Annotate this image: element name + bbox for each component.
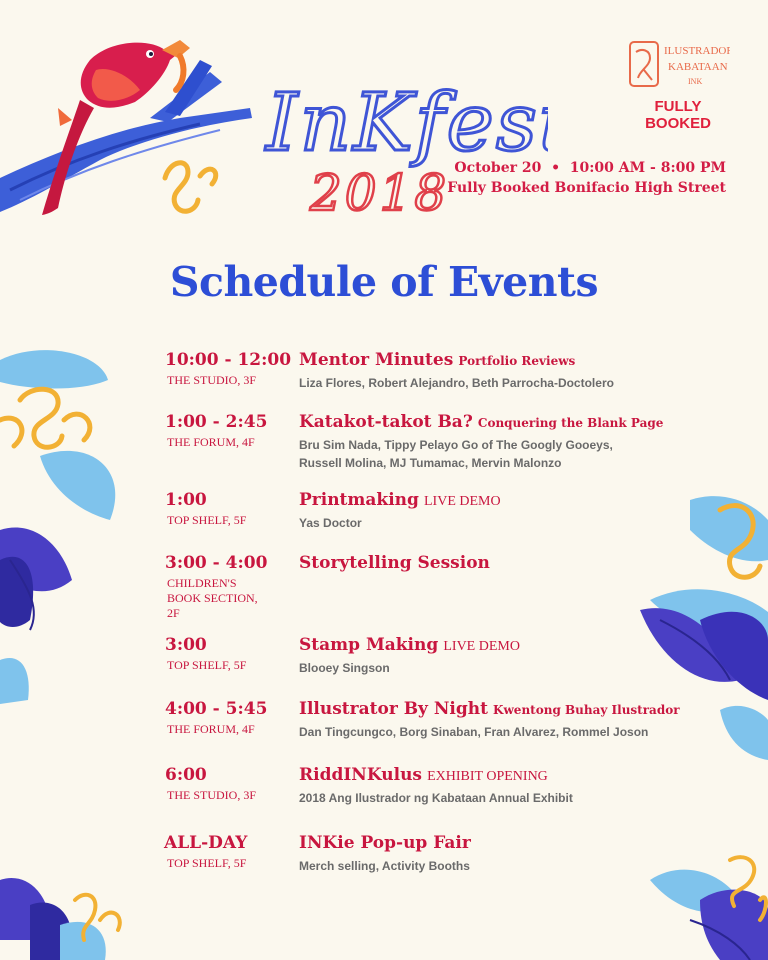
event-venue: Fully Booked Bonifacio High Street xyxy=(447,180,726,196)
event-time: 3:00 - 4:00 xyxy=(165,553,268,573)
event-title: Printmaking xyxy=(299,490,419,510)
event-title: Stamp Making xyxy=(299,635,439,655)
event-people: Merch selling, Activity Booths xyxy=(299,859,470,873)
event-title-line xyxy=(299,765,719,785)
page-title: Schedule of Events xyxy=(169,258,599,306)
event-subtitle: Conquering the Blank Page xyxy=(477,416,664,430)
event-subtitle: LIVE DEMO xyxy=(443,639,520,654)
event-title: INKie Pop-up Fair xyxy=(299,833,471,853)
event-subtitle: Kwentong Buhay Ilustrador xyxy=(493,703,680,717)
event-location: TOP SHELF, 5F xyxy=(167,856,247,870)
event-subtitle: LIVE DEMO xyxy=(424,494,501,509)
event-people: 2018 Ang Ilustrador ng Kabataan Annual Exhibit xyxy=(299,791,573,805)
event-time: 1:00 - 2:45 xyxy=(165,412,268,432)
fest-name: InKfest xyxy=(266,76,548,169)
event-title-line xyxy=(299,699,719,719)
event-title: Katakot-takot Ba? xyxy=(299,412,473,432)
event-subtitle: Portfolio Reviews xyxy=(458,354,576,368)
event-time: ALL-DAY xyxy=(164,833,248,853)
event-people: Bru Sim Nada, Tippy Pelayo Go of The Googly Gooeys, Russell Molina, MJ Tumamac, Mervin Malonzo xyxy=(299,438,613,470)
event-people: Dan Tingcungco, Borg Sinaban, Fran Alvarez, Rommel Joson xyxy=(299,725,649,739)
event-location: THE FORUM, 4F xyxy=(167,722,255,736)
event-people: Yas Doctor xyxy=(299,516,362,530)
event-time: 6:00 xyxy=(165,765,207,785)
event-location: TOP SHELF, 5F xyxy=(167,658,247,672)
event-title-line xyxy=(299,350,719,370)
event-title: Illustrator By Night xyxy=(299,699,488,719)
event-location: TOP SHELF, 5F xyxy=(167,513,247,527)
event-time: 3:00 xyxy=(165,635,207,655)
event-time: 1:00 xyxy=(165,490,207,510)
event-title: Mentor Minutes xyxy=(299,350,454,370)
fest-year: 2018 xyxy=(310,164,450,220)
event-time: 10:00 - 12:00 xyxy=(165,350,292,370)
logo-line-1: ILUSTRADOR xyxy=(664,45,730,57)
event-title-line xyxy=(299,553,719,573)
event-title-line xyxy=(299,833,719,853)
event-people: Liza Flores, Robert Alejandro, Beth Parrocha-Doctolero xyxy=(299,376,614,390)
logo-line-3: INK xyxy=(688,77,703,86)
event-date-time: October 20 • 10:00 AM - 8:00 PM xyxy=(454,160,726,176)
event-title-line xyxy=(299,490,719,510)
event-title: Storytelling Session xyxy=(299,553,490,573)
event-subtitle: EXHIBIT OPENING xyxy=(427,769,548,784)
event-time: 4:00 - 5:45 xyxy=(165,699,268,719)
event-location: THE STUDIO, 3F xyxy=(167,788,256,802)
event-title: RiddINKulus xyxy=(299,765,423,785)
event-people: Blooey Singson xyxy=(299,661,390,675)
event-location: CHILDREN'S BOOK SECTION, 2F xyxy=(167,576,258,620)
event-location: THE FORUM, 4F xyxy=(167,435,255,449)
event-title-line xyxy=(299,635,719,655)
event-location: THE STUDIO, 3F xyxy=(167,373,256,387)
fully-booked-logo: FULLY BOOKED xyxy=(645,98,711,132)
logo-line-2: KABATAAN xyxy=(668,61,728,73)
event-title-line xyxy=(299,412,719,432)
